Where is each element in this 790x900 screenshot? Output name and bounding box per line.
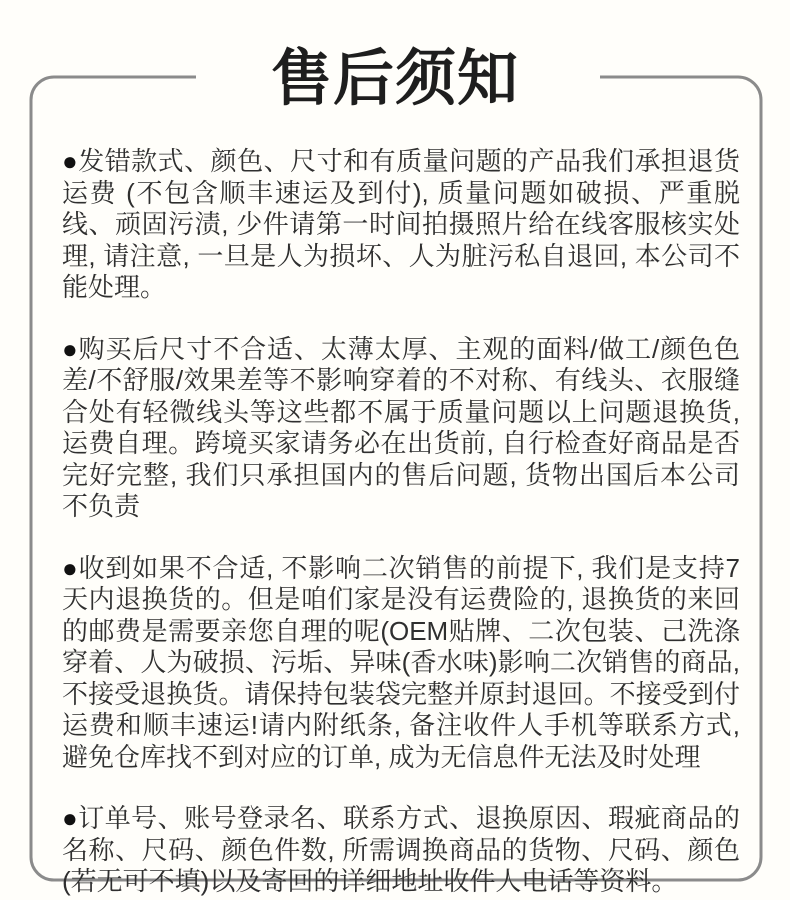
paragraph-text: 购买后尺寸不合适、太薄太厚、主观的面料/做工/颜色色差/不舒服/效果差等不影响穿着的不对称、有线头、衣服缝合处有轻微线头等这些都不属于质量问题以上问题退换货, 运费自理。跨境买家请务必在出货前, 自行检查好商品是否完好完整, 我们只承担国内的售后问题, 货物出国后本公司不负责 bbox=[62, 333, 740, 521]
notice-body bbox=[62, 146, 740, 898]
paragraph-text: 收到如果不合适, 不影响二次销售的前提下, 我们是支持7天内退换货的。但是咱们家是没有运费险的, 退换货的来回的邮费是需要亲您自理的呢(OEM贴牌、二次包装、己洗涤穿着、人为破损、污垢、异味(香水味)影响二次销售的商品, 不接受退换货。请保持包装袋完整并原封退回。不接受到付运费和顺丰速运!请内附纸条, 备注收件人手机等联系方式, 避免仓库找不到对应的订单, 成为无信息件无法及时处理 bbox=[62, 552, 740, 772]
paragraph-text: 发错款式、颜色、尺寸和有质量问题的产品我们承担退货运费 (不包含顺丰速运及到付), 质量问题如破损、严重脱线、顽固污渍, 少件请第一时间拍摄照片给在线客服核实处理, 请注意, 一旦是人为损坏、人为脏污私自退回, 本公司不能处理。 bbox=[62, 146, 740, 302]
paragraph-text: 订单号、账号登录名、联系方式、退换原因、瑕疵商品的名称、尺码、颜色件数, 所需调换商品的货物、尺码、颜色(若无可不填)以及寄回的详细地址收件人电话等资料。 bbox=[62, 803, 740, 896]
bullet-icon: ● bbox=[62, 552, 79, 583]
bullet-icon: ● bbox=[62, 803, 79, 833]
bullet-icon: ● bbox=[62, 146, 79, 176]
bullet-icon: ● bbox=[62, 333, 79, 364]
page-title: 售后须知 bbox=[270, 44, 519, 112]
notice-paragraph-return-policy bbox=[62, 553, 740, 774]
notice-paragraph-wrong-item bbox=[62, 146, 740, 304]
notice-paragraph-fit-issues bbox=[62, 334, 740, 523]
notice-paragraph-required-info bbox=[62, 803, 740, 898]
